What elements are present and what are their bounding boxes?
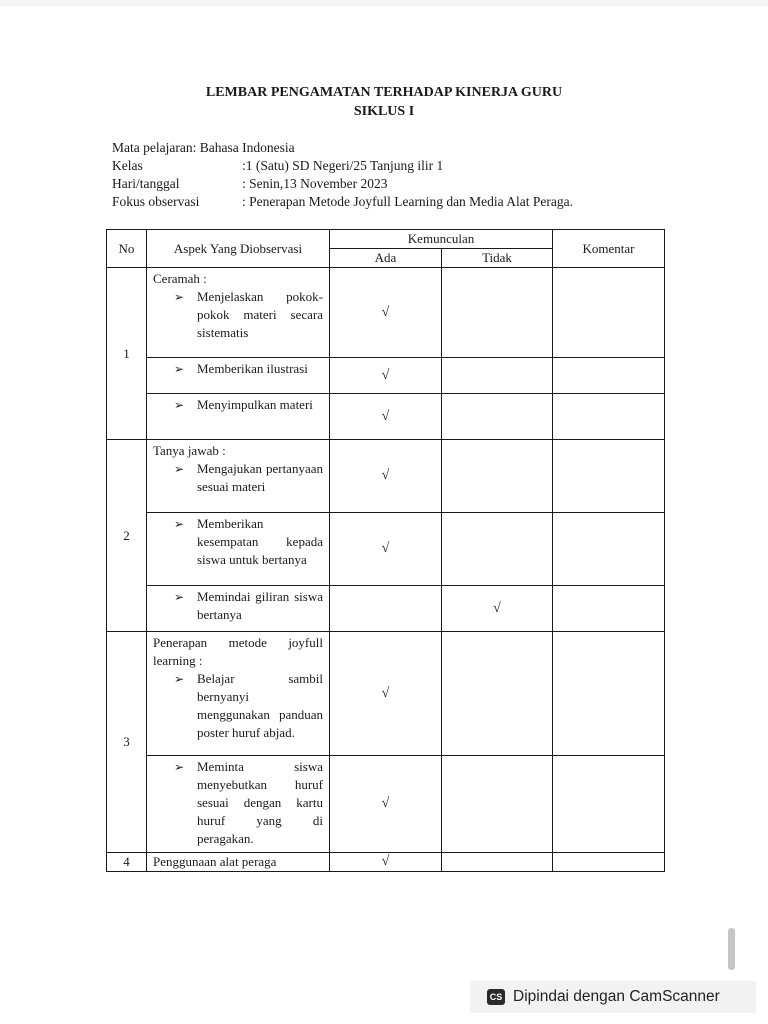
comment-cell (553, 853, 665, 872)
comment-cell (553, 394, 665, 440)
table-row (107, 513, 665, 586)
aspect-cell (147, 394, 330, 440)
group-heading: Tanya jawab : (153, 443, 226, 458)
arrow-bullet-icon: ➢ (174, 362, 185, 376)
table-row (107, 358, 665, 394)
comment-cell (553, 358, 665, 394)
check-ada: √ (330, 268, 442, 358)
header-kemunculan: Kemunculan (330, 230, 553, 249)
meta-row-class (112, 158, 443, 174)
aspect-item: Menjelaskan pokok-pokok materi secara sistematis (197, 289, 323, 340)
check-tidak (442, 394, 553, 440)
aspect-item: Menyimpulkan materi (197, 397, 313, 412)
meta-value: Bahasa Indonesia (196, 140, 295, 155)
table-row (107, 394, 665, 440)
table-row (107, 440, 665, 513)
header-ada: Ada (330, 249, 442, 268)
check-ada: √ (330, 756, 442, 853)
arrow-bullet-icon: ➢ (174, 760, 185, 774)
check-tidak (442, 440, 553, 513)
aspect-item: Memberikan ilustrasi (197, 361, 308, 376)
aspect-cell: Penggunaan alat peraga (147, 853, 330, 872)
meta-label: Fokus observasi (112, 194, 200, 209)
group-heading: Penerapan metode joyfull learning : (153, 635, 323, 668)
top-edge-bar (0, 0, 768, 6)
header-tidak: Tidak (442, 249, 553, 268)
arrow-bullet-icon: ➢ (174, 462, 185, 476)
arrow-bullet-icon: ➢ (174, 398, 185, 412)
aspect-item: Meminta siswa menyebutkan huruf sesuai dengan kartu huruf yang di peragakan. (197, 759, 323, 846)
arrow-bullet-icon: ➢ (174, 590, 185, 604)
document-title: LEMBAR PENGAMATAN TERHADAP KINERJA GURU (205, 85, 563, 100)
meta-value: : Senin,13 November 2023 (242, 176, 388, 191)
camscanner-logo-icon: CS (487, 989, 505, 1005)
check-tidak (442, 268, 553, 358)
meta-row-date (112, 176, 387, 192)
table-row (107, 756, 665, 853)
meta-label: Mata pelajaran: (112, 140, 197, 155)
group-heading: Ceramah : (153, 271, 207, 286)
aspect-cell (147, 268, 330, 358)
aspect-cell (147, 358, 330, 394)
table-row (107, 586, 665, 632)
table-row (107, 632, 665, 756)
row-number: 4 (107, 853, 147, 872)
check-ada: √ (330, 394, 442, 440)
check-tidak (442, 632, 553, 756)
aspect-cell (147, 513, 330, 586)
meta-label: Hari/tanggal (112, 176, 180, 191)
aspect-item: Mengajukan pertanyaan sesuai materi (197, 461, 323, 494)
document-subtitle: SIKLUS I (353, 104, 415, 119)
check-tidak: √ (442, 586, 553, 632)
check-tidak (442, 853, 553, 872)
comment-cell (553, 268, 665, 358)
arrow-bullet-icon: ➢ (174, 290, 185, 304)
header-aspect: Aspek Yang Diobservasi (147, 230, 330, 268)
check-ada: √ (330, 853, 442, 872)
row-number: 3 (107, 632, 147, 853)
header-komentar: Komentar (553, 230, 665, 268)
row-number: 2 (107, 440, 147, 632)
check-ada: √ (330, 358, 442, 394)
aspect-cell (147, 440, 330, 513)
aspect-cell (147, 756, 330, 853)
meta-value: : Penerapan Metode Joyfull Learning dan Media Alat Peraga. (242, 194, 574, 209)
comment-cell (553, 440, 665, 513)
aspect-item: Belajar sambil bernyanyi menggunakan panduan poster huruf abjad. (197, 671, 323, 740)
meta-row-subject (112, 140, 295, 156)
camscanner-text: Dipindai dengan CamScanner (513, 988, 720, 1005)
aspect-cell (147, 632, 330, 756)
comment-cell (553, 586, 665, 632)
meta-value: :1 (Satu) SD Negeri/25 Tanjung ilir 1 (242, 158, 444, 173)
table-row (107, 268, 665, 358)
check-ada: √ (330, 513, 442, 586)
table-row (107, 853, 665, 872)
check-ada: √ (330, 632, 442, 756)
row-number: 1 (107, 268, 147, 440)
aspect-cell (147, 586, 330, 632)
scrollbar-thumb[interactable] (728, 928, 735, 970)
check-ada (330, 586, 442, 632)
arrow-bullet-icon: ➢ (174, 672, 185, 686)
aspect-item: Memberikan kesempatan kepada siswa untuk bertanya (197, 516, 323, 567)
meta-label: Kelas (112, 158, 143, 173)
header-no: No (107, 230, 147, 268)
check-tidak (442, 358, 553, 394)
comment-cell (553, 513, 665, 586)
check-ada: √ (330, 440, 442, 513)
camscanner-badge (470, 981, 756, 1013)
arrow-bullet-icon: ➢ (174, 517, 185, 531)
meta-row-focus (112, 194, 573, 210)
check-tidak (442, 513, 553, 586)
comment-cell (553, 632, 665, 756)
observation-table (106, 229, 665, 872)
comment-cell (553, 756, 665, 853)
aspect-item: Memindai giliran siswa bertanya (197, 589, 323, 622)
check-tidak (442, 756, 553, 853)
